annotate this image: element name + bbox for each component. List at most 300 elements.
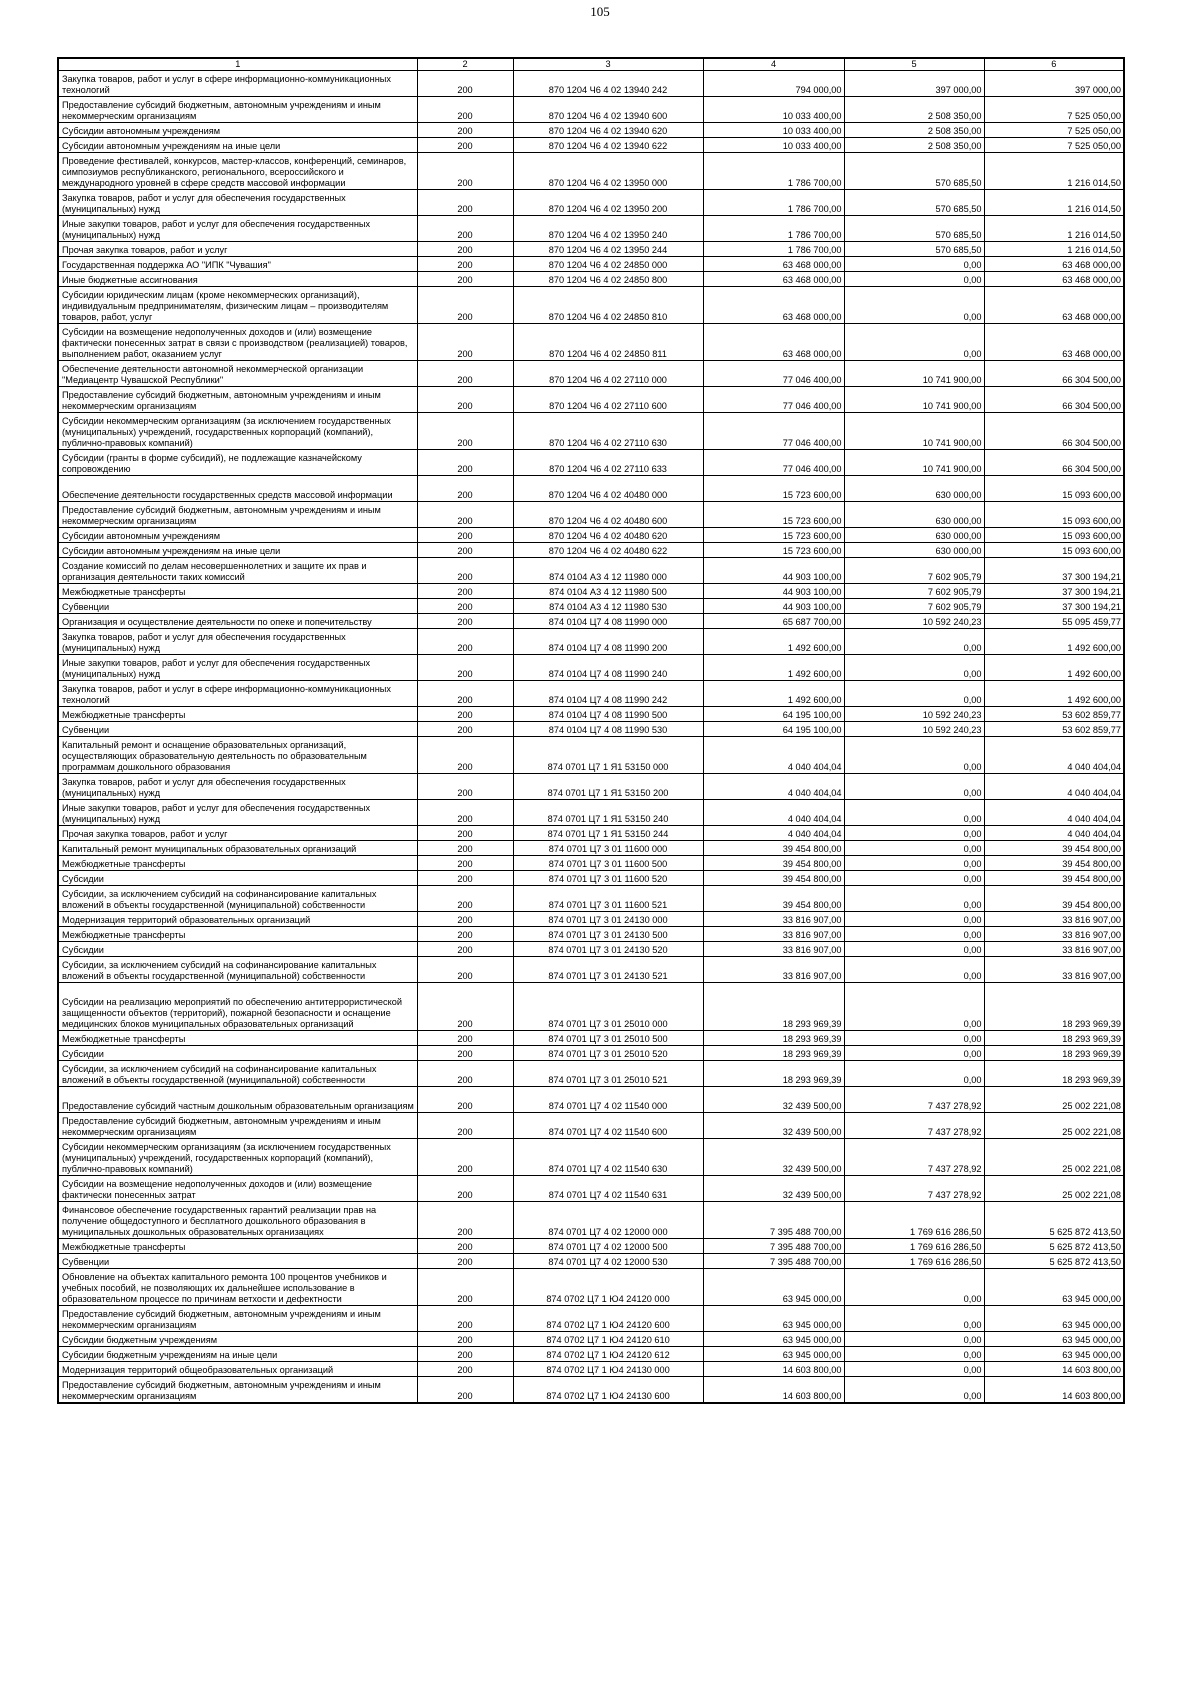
row-classification-code-cell: 874 0104 А3 4 12 11980 000 xyxy=(513,558,703,584)
row-name-cell: Субсидии автономным учреждениям на иные цели xyxy=(58,543,417,558)
table-row xyxy=(58,983,1124,1031)
table-row xyxy=(58,272,1124,287)
row-name-cell: Субвенции xyxy=(58,722,417,737)
row-amount-remaining-cell: 39 454 800,00 xyxy=(984,871,1124,886)
row-section-cell: 200 xyxy=(417,1377,513,1404)
page-number: 105 xyxy=(590,4,610,19)
row-amount-executed-cell: 0,00 xyxy=(844,927,984,942)
row-section-cell: 200 xyxy=(417,1046,513,1061)
row-section-cell: 200 xyxy=(417,216,513,242)
row-section-cell: 200 xyxy=(417,1269,513,1306)
row-amount-executed-cell: 0,00 xyxy=(844,841,984,856)
row-section-cell: 200 xyxy=(417,71,513,97)
row-name-cell: Субсидии xyxy=(58,871,417,886)
table-row xyxy=(58,476,1124,502)
row-amount-remaining-cell: 1 492 600,00 xyxy=(984,629,1124,655)
row-amount-total-cell: 18 293 969,39 xyxy=(703,983,844,1031)
row-classification-code-cell: 870 1204 Ч6 4 02 24850 811 xyxy=(513,324,703,361)
row-classification-code-cell: 874 0104 Ц7 4 08 11990 530 xyxy=(513,722,703,737)
table-row xyxy=(58,722,1124,737)
row-amount-executed-cell: 570 685,50 xyxy=(844,190,984,216)
row-amount-executed-cell: 0,00 xyxy=(844,737,984,774)
budget-table xyxy=(57,57,1125,1404)
row-amount-total-cell: 1 786 700,00 xyxy=(703,216,844,242)
row-section-cell: 200 xyxy=(417,942,513,957)
table-row xyxy=(58,655,1124,681)
table-row xyxy=(58,287,1124,324)
row-amount-total-cell: 64 195 100,00 xyxy=(703,707,844,722)
table-row xyxy=(58,629,1124,655)
row-section-cell: 200 xyxy=(417,558,513,584)
row-classification-code-cell: 874 0104 Ц7 4 08 11990 000 xyxy=(513,614,703,629)
row-amount-executed-cell: 10 592 240,23 xyxy=(844,614,984,629)
row-classification-code-cell: 874 0702 Ц7 1 Ю4 24120 000 xyxy=(513,1269,703,1306)
row-amount-total-cell: 32 439 500,00 xyxy=(703,1176,844,1202)
row-amount-executed-cell: 10 741 900,00 xyxy=(844,361,984,387)
row-amount-remaining-cell: 1 492 600,00 xyxy=(984,681,1124,707)
table-row xyxy=(58,97,1124,123)
table-row xyxy=(58,737,1124,774)
column-header: 3 xyxy=(513,58,703,71)
row-amount-executed-cell: 0,00 xyxy=(844,257,984,272)
row-amount-remaining-cell: 4 040 404,04 xyxy=(984,737,1124,774)
row-amount-remaining-cell: 63 468 000,00 xyxy=(984,257,1124,272)
row-amount-remaining-cell: 63 945 000,00 xyxy=(984,1269,1124,1306)
row-name-cell: Субсидии xyxy=(58,1046,417,1061)
row-amount-remaining-cell: 18 293 969,39 xyxy=(984,1061,1124,1087)
table-row xyxy=(58,856,1124,871)
row-amount-remaining-cell: 7 525 050,00 xyxy=(984,97,1124,123)
row-name-cell: Предоставление субсидий бюджетным, автономным учреждениям и иным некоммерческим организациям xyxy=(58,387,417,413)
row-amount-remaining-cell: 15 093 600,00 xyxy=(984,528,1124,543)
row-section-cell: 200 xyxy=(417,800,513,826)
row-classification-code-cell: 870 1204 Ч6 4 02 13950 244 xyxy=(513,242,703,257)
row-section-cell: 200 xyxy=(417,287,513,324)
row-amount-remaining-cell: 1 216 014,50 xyxy=(984,242,1124,257)
row-classification-code-cell: 870 1204 Ч6 4 02 40480 622 xyxy=(513,543,703,558)
row-name-cell: Обеспечение деятельности государственных средств массовой информации xyxy=(58,476,417,502)
row-section-cell: 200 xyxy=(417,543,513,558)
row-amount-remaining-cell: 7 525 050,00 xyxy=(984,123,1124,138)
row-classification-code-cell: 870 1204 Ч6 4 02 27110 600 xyxy=(513,387,703,413)
column-header: 6 xyxy=(984,58,1124,71)
row-amount-total-cell: 1 492 600,00 xyxy=(703,629,844,655)
row-section-cell: 200 xyxy=(417,153,513,190)
row-amount-executed-cell: 630 000,00 xyxy=(844,543,984,558)
row-amount-total-cell: 33 816 907,00 xyxy=(703,942,844,957)
table-row xyxy=(58,912,1124,927)
row-name-cell: Межбюджетные трансферты xyxy=(58,584,417,599)
table-row xyxy=(58,871,1124,886)
row-amount-total-cell: 10 033 400,00 xyxy=(703,97,844,123)
row-section-cell: 200 xyxy=(417,1239,513,1254)
row-name-cell: Субвенции xyxy=(58,599,417,614)
row-amount-executed-cell: 0,00 xyxy=(844,681,984,707)
row-classification-code-cell: 874 0701 Ц7 3 01 24130 520 xyxy=(513,942,703,957)
row-classification-code-cell: 870 1204 Ч6 4 02 27110 633 xyxy=(513,450,703,476)
row-amount-remaining-cell: 53 602 859,77 xyxy=(984,722,1124,737)
row-classification-code-cell: 874 0104 А3 4 12 11980 530 xyxy=(513,599,703,614)
row-classification-code-cell: 874 0104 Ц7 4 08 11990 500 xyxy=(513,707,703,722)
row-amount-total-cell: 15 723 600,00 xyxy=(703,528,844,543)
row-amount-total-cell: 32 439 500,00 xyxy=(703,1139,844,1176)
row-amount-total-cell: 44 903 100,00 xyxy=(703,584,844,599)
row-name-cell: Субсидии (гранты в форме субсидий), не подлежащие казначейскому сопровождению xyxy=(58,450,417,476)
table-row xyxy=(58,1332,1124,1347)
row-amount-executed-cell: 10 592 240,23 xyxy=(844,707,984,722)
row-amount-remaining-cell: 66 304 500,00 xyxy=(984,361,1124,387)
row-section-cell: 200 xyxy=(417,1332,513,1347)
row-amount-executed-cell: 570 685,50 xyxy=(844,216,984,242)
row-name-cell: Межбюджетные трансферты xyxy=(58,1031,417,1046)
row-name-cell: Межбюджетные трансферты xyxy=(58,856,417,871)
row-section-cell: 200 xyxy=(417,361,513,387)
row-amount-remaining-cell: 1 492 600,00 xyxy=(984,655,1124,681)
row-name-cell: Предоставление субсидий частным дошкольным образовательным организациям xyxy=(58,1087,417,1113)
row-name-cell: Проведение фестивалей, конкурсов, мастер-классов, конференций, семинаров, симпозиумов республиканского, регионального, всероссийского и международного уровней в сфере средств массовой информации xyxy=(58,153,417,190)
row-name-cell: Субсидии xyxy=(58,942,417,957)
table-row xyxy=(58,361,1124,387)
row-amount-executed-cell: 1 769 616 286,50 xyxy=(844,1202,984,1239)
row-amount-executed-cell: 397 000,00 xyxy=(844,71,984,97)
row-amount-remaining-cell: 1 216 014,50 xyxy=(984,190,1124,216)
row-section-cell: 200 xyxy=(417,1139,513,1176)
row-amount-total-cell: 14 603 800,00 xyxy=(703,1362,844,1377)
row-amount-executed-cell: 0,00 xyxy=(844,655,984,681)
row-amount-remaining-cell: 15 093 600,00 xyxy=(984,476,1124,502)
row-amount-total-cell: 15 723 600,00 xyxy=(703,476,844,502)
row-amount-total-cell: 39 454 800,00 xyxy=(703,886,844,912)
row-name-cell: Государственная поддержка АО "ИПК "Чувашия" xyxy=(58,257,417,272)
row-classification-code-cell: 874 0104 Ц7 4 08 11990 240 xyxy=(513,655,703,681)
table-row xyxy=(58,138,1124,153)
row-classification-code-cell: 870 1204 Ч6 4 02 13950 200 xyxy=(513,190,703,216)
row-name-cell: Капитальный ремонт и оснащение образовательных организаций, осуществляющих образовательную деятельность по образовательным программам дошкольного образования xyxy=(58,737,417,774)
table-row xyxy=(58,1031,1124,1046)
row-name-cell: Модернизация территорий образовательных организаций xyxy=(58,912,417,927)
table-row xyxy=(58,71,1124,97)
table-row xyxy=(58,1362,1124,1377)
row-classification-code-cell: 874 0702 Ц7 1 Ю4 24120 610 xyxy=(513,1332,703,1347)
row-section-cell: 200 xyxy=(417,856,513,871)
row-amount-total-cell: 63 945 000,00 xyxy=(703,1269,844,1306)
row-classification-code-cell: 874 0702 Ц7 1 Ю4 24120 612 xyxy=(513,1347,703,1362)
row-amount-executed-cell: 0,00 xyxy=(844,800,984,826)
row-section-cell: 200 xyxy=(417,257,513,272)
row-section-cell: 200 xyxy=(417,1254,513,1269)
row-section-cell: 200 xyxy=(417,927,513,942)
table-row xyxy=(58,599,1124,614)
row-amount-executed-cell: 0,00 xyxy=(844,1332,984,1347)
row-amount-total-cell: 39 454 800,00 xyxy=(703,871,844,886)
row-name-cell: Субсидии некоммерческим организациям (за исключением государственных (муниципальных) учреждений, государственных корпораций (компаний), публично-правовых компаний) xyxy=(58,413,417,450)
row-name-cell: Модернизация территорий общеобразовательных организаций xyxy=(58,1362,417,1377)
row-amount-executed-cell: 7 602 905,79 xyxy=(844,558,984,584)
table-header xyxy=(58,58,1124,71)
table-row xyxy=(58,1239,1124,1254)
table-row xyxy=(58,826,1124,841)
table-body xyxy=(58,71,1124,1404)
row-amount-executed-cell: 0,00 xyxy=(844,272,984,287)
row-classification-code-cell: 870 1204 Ч6 4 02 24850 000 xyxy=(513,257,703,272)
table-row xyxy=(58,927,1124,942)
row-classification-code-cell: 870 1204 Ч6 4 02 13940 242 xyxy=(513,71,703,97)
row-amount-executed-cell: 0,00 xyxy=(844,774,984,800)
table-row xyxy=(58,242,1124,257)
row-amount-total-cell: 1 492 600,00 xyxy=(703,655,844,681)
row-amount-executed-cell: 7 437 278,92 xyxy=(844,1087,984,1113)
row-amount-total-cell: 1 786 700,00 xyxy=(703,190,844,216)
row-amount-remaining-cell: 15 093 600,00 xyxy=(984,543,1124,558)
row-amount-executed-cell: 0,00 xyxy=(844,629,984,655)
row-amount-executed-cell: 630 000,00 xyxy=(844,528,984,543)
row-amount-executed-cell: 570 685,50 xyxy=(844,153,984,190)
table-row xyxy=(58,841,1124,856)
row-amount-executed-cell: 0,00 xyxy=(844,856,984,871)
row-amount-total-cell: 18 293 969,39 xyxy=(703,1031,844,1046)
row-amount-executed-cell: 570 685,50 xyxy=(844,242,984,257)
row-section-cell: 200 xyxy=(417,599,513,614)
row-amount-executed-cell: 0,00 xyxy=(844,1269,984,1306)
table-row xyxy=(58,528,1124,543)
table-row xyxy=(58,800,1124,826)
row-name-cell: Предоставление субсидий бюджетным, автономным учреждениям и иным некоммерческим организациям xyxy=(58,1306,417,1332)
row-amount-total-cell: 4 040 404,04 xyxy=(703,737,844,774)
row-amount-total-cell: 10 033 400,00 xyxy=(703,123,844,138)
row-amount-total-cell: 39 454 800,00 xyxy=(703,856,844,871)
row-amount-total-cell: 39 454 800,00 xyxy=(703,841,844,856)
row-amount-remaining-cell: 14 603 800,00 xyxy=(984,1377,1124,1404)
row-amount-total-cell: 1 492 600,00 xyxy=(703,681,844,707)
row-classification-code-cell: 874 0104 А3 4 12 11980 500 xyxy=(513,584,703,599)
column-header: 1 xyxy=(58,58,417,71)
row-amount-remaining-cell: 397 000,00 xyxy=(984,71,1124,97)
row-section-cell: 200 xyxy=(417,826,513,841)
table-row xyxy=(58,324,1124,361)
row-section-cell: 200 xyxy=(417,886,513,912)
row-name-cell: Субвенции xyxy=(58,1254,417,1269)
table-row xyxy=(58,1087,1124,1113)
table-row xyxy=(58,216,1124,242)
table-row xyxy=(58,413,1124,450)
row-name-cell: Субсидии бюджетным учреждениям xyxy=(58,1332,417,1347)
table-row xyxy=(58,123,1124,138)
row-amount-remaining-cell: 15 093 600,00 xyxy=(984,502,1124,528)
row-classification-code-cell: 870 1204 Ч6 4 02 13950 240 xyxy=(513,216,703,242)
row-amount-total-cell: 4 040 404,04 xyxy=(703,826,844,841)
row-amount-remaining-cell: 39 454 800,00 xyxy=(984,886,1124,912)
row-classification-code-cell: 870 1204 Ч6 4 02 13940 600 xyxy=(513,97,703,123)
row-amount-executed-cell: 0,00 xyxy=(844,1046,984,1061)
table-row xyxy=(58,257,1124,272)
row-section-cell: 200 xyxy=(417,387,513,413)
row-name-cell: Субсидии на возмещение недополученных доходов и (или) возмещение фактически понесенных затрат в связи с производством (реализацией) товаров, выполнением работ, оказанием услуг xyxy=(58,324,417,361)
row-classification-code-cell: 874 0104 Ц7 4 08 11990 242 xyxy=(513,681,703,707)
row-classification-code-cell: 870 1204 Ч6 4 02 24850 810 xyxy=(513,287,703,324)
row-amount-total-cell: 33 816 907,00 xyxy=(703,957,844,983)
row-amount-remaining-cell: 63 468 000,00 xyxy=(984,324,1124,361)
row-amount-total-cell: 7 395 488 700,00 xyxy=(703,1202,844,1239)
row-classification-code-cell: 870 1204 Ч6 4 02 27110 630 xyxy=(513,413,703,450)
table-row xyxy=(58,558,1124,584)
table-row xyxy=(58,1347,1124,1362)
table-row xyxy=(58,1046,1124,1061)
row-name-cell: Субсидии, за исключением субсидий на софинансирование капитальных вложений в объекты государственной (муниципальной) собственности xyxy=(58,886,417,912)
row-amount-executed-cell: 10 741 900,00 xyxy=(844,413,984,450)
row-amount-remaining-cell: 66 304 500,00 xyxy=(984,450,1124,476)
row-name-cell: Иные бюджетные ассигнования xyxy=(58,272,417,287)
row-amount-remaining-cell: 7 525 050,00 xyxy=(984,138,1124,153)
table-row xyxy=(58,957,1124,983)
row-name-cell: Создание комиссий по делам несовершеннолетних и защите их прав и организация деятельности таких комиссий xyxy=(58,558,417,584)
row-amount-executed-cell: 10 592 240,23 xyxy=(844,722,984,737)
row-amount-executed-cell: 7 602 905,79 xyxy=(844,584,984,599)
row-classification-code-cell: 874 0701 Ц7 4 02 11540 000 xyxy=(513,1087,703,1113)
row-amount-total-cell: 77 046 400,00 xyxy=(703,413,844,450)
table-row xyxy=(58,543,1124,558)
row-name-cell: Предоставление субсидий бюджетным, автономным учреждениям и иным некоммерческим организациям xyxy=(58,97,417,123)
row-amount-total-cell: 15 723 600,00 xyxy=(703,502,844,528)
row-classification-code-cell: 874 0104 Ц7 4 08 11990 200 xyxy=(513,629,703,655)
row-section-cell: 200 xyxy=(417,629,513,655)
row-amount-remaining-cell: 63 945 000,00 xyxy=(984,1306,1124,1332)
row-name-cell: Финансовое обеспечение государственных гарантий реализации прав на получение общедоступного и бесплатного дошкольного образования в муниципальных дошкольных образовательных организациях xyxy=(58,1202,417,1239)
table-row xyxy=(58,707,1124,722)
column-header: 4 xyxy=(703,58,844,71)
row-amount-executed-cell: 0,00 xyxy=(844,983,984,1031)
row-amount-executed-cell: 0,00 xyxy=(844,1306,984,1332)
row-amount-executed-cell: 0,00 xyxy=(844,1362,984,1377)
row-section-cell: 200 xyxy=(417,584,513,599)
row-classification-code-cell: 870 1204 Ч6 4 02 13950 000 xyxy=(513,153,703,190)
row-amount-total-cell: 44 903 100,00 xyxy=(703,599,844,614)
row-amount-total-cell: 7 395 488 700,00 xyxy=(703,1254,844,1269)
row-classification-code-cell: 874 0701 Ц7 1 Я1 53150 200 xyxy=(513,774,703,800)
row-amount-remaining-cell: 5 625 872 413,50 xyxy=(984,1239,1124,1254)
row-amount-total-cell: 63 468 000,00 xyxy=(703,272,844,287)
row-amount-remaining-cell: 1 216 014,50 xyxy=(984,153,1124,190)
row-amount-executed-cell: 0,00 xyxy=(844,1031,984,1046)
row-classification-code-cell: 874 0701 Ц7 1 Я1 53150 240 xyxy=(513,800,703,826)
row-name-cell: Закупка товаров, работ и услуг для обеспечения государственных (муниципальных) нужд xyxy=(58,629,417,655)
row-classification-code-cell: 874 0701 Ц7 3 01 11600 520 xyxy=(513,871,703,886)
row-section-cell: 200 xyxy=(417,1176,513,1202)
row-amount-remaining-cell: 33 816 907,00 xyxy=(984,927,1124,942)
row-amount-total-cell: 32 439 500,00 xyxy=(703,1087,844,1113)
row-section-cell: 200 xyxy=(417,871,513,886)
row-section-cell: 200 xyxy=(417,681,513,707)
row-amount-executed-cell: 0,00 xyxy=(844,886,984,912)
row-section-cell: 200 xyxy=(417,774,513,800)
row-section-cell: 200 xyxy=(417,722,513,737)
row-classification-code-cell: 874 0701 Ц7 3 01 11600 500 xyxy=(513,856,703,871)
row-section-cell: 200 xyxy=(417,707,513,722)
table-row xyxy=(58,1306,1124,1332)
row-amount-remaining-cell: 63 945 000,00 xyxy=(984,1332,1124,1347)
row-classification-code-cell: 874 0701 Ц7 3 01 25010 520 xyxy=(513,1046,703,1061)
row-classification-code-cell: 874 0702 Ц7 1 Ю4 24130 000 xyxy=(513,1362,703,1377)
row-name-cell: Капитальный ремонт муниципальных образовательных организаций xyxy=(58,841,417,856)
row-section-cell: 200 xyxy=(417,655,513,681)
row-name-cell: Субсидии бюджетным учреждениям на иные цели xyxy=(58,1347,417,1362)
row-amount-executed-cell: 7 437 278,92 xyxy=(844,1176,984,1202)
table-row xyxy=(58,153,1124,190)
row-section-cell: 200 xyxy=(417,242,513,257)
row-amount-executed-cell: 7 437 278,92 xyxy=(844,1113,984,1139)
row-classification-code-cell: 874 0702 Ц7 1 Ю4 24130 600 xyxy=(513,1377,703,1404)
row-section-cell: 200 xyxy=(417,1061,513,1087)
row-amount-remaining-cell: 66 304 500,00 xyxy=(984,413,1124,450)
row-section-cell: 200 xyxy=(417,123,513,138)
row-amount-total-cell: 77 046 400,00 xyxy=(703,450,844,476)
row-amount-total-cell: 1 786 700,00 xyxy=(703,153,844,190)
row-classification-code-cell: 874 0701 Ц7 3 01 24130 500 xyxy=(513,927,703,942)
row-classification-code-cell: 874 0701 Ц7 4 02 12000 530 xyxy=(513,1254,703,1269)
row-amount-remaining-cell: 4 040 404,04 xyxy=(984,774,1124,800)
row-classification-code-cell: 870 1204 Ч6 4 02 40480 000 xyxy=(513,476,703,502)
row-amount-total-cell: 77 046 400,00 xyxy=(703,361,844,387)
row-section-cell: 200 xyxy=(417,1087,513,1113)
row-amount-remaining-cell: 33 816 907,00 xyxy=(984,912,1124,927)
table-row xyxy=(58,1377,1124,1404)
row-name-cell: Предоставление субсидий бюджетным, автономным учреждениям и иным некоммерческим организациям xyxy=(58,1377,417,1404)
row-amount-remaining-cell: 37 300 194,21 xyxy=(984,584,1124,599)
table-row xyxy=(58,502,1124,528)
row-amount-total-cell: 63 945 000,00 xyxy=(703,1306,844,1332)
row-amount-total-cell: 7 395 488 700,00 xyxy=(703,1239,844,1254)
row-amount-executed-cell: 0,00 xyxy=(844,324,984,361)
row-name-cell: Иные закупки товаров, работ и услуг для обеспечения государственных (муниципальных) нужд xyxy=(58,800,417,826)
row-classification-code-cell: 870 1204 Ч6 4 02 40480 600 xyxy=(513,502,703,528)
row-section-cell: 200 xyxy=(417,737,513,774)
row-amount-executed-cell: 0,00 xyxy=(844,1347,984,1362)
row-amount-remaining-cell: 4 040 404,04 xyxy=(984,826,1124,841)
row-amount-remaining-cell: 18 293 969,39 xyxy=(984,1046,1124,1061)
table-row xyxy=(58,190,1124,216)
row-classification-code-cell: 870 1204 Ч6 4 02 27110 000 xyxy=(513,361,703,387)
row-name-cell: Иные закупки товаров, работ и услуг для обеспечения государственных (муниципальных) нужд xyxy=(58,216,417,242)
row-amount-executed-cell: 0,00 xyxy=(844,942,984,957)
row-classification-code-cell: 870 1204 Ч6 4 02 13940 620 xyxy=(513,123,703,138)
row-amount-executed-cell: 7 602 905,79 xyxy=(844,599,984,614)
row-section-cell: 200 xyxy=(417,1306,513,1332)
row-amount-remaining-cell: 14 603 800,00 xyxy=(984,1362,1124,1377)
row-classification-code-cell: 874 0701 Ц7 4 02 12000 000 xyxy=(513,1202,703,1239)
row-name-cell: Межбюджетные трансферты xyxy=(58,927,417,942)
row-amount-remaining-cell: 5 625 872 413,50 xyxy=(984,1254,1124,1269)
table-row xyxy=(58,387,1124,413)
row-amount-executed-cell: 0,00 xyxy=(844,912,984,927)
row-section-cell: 200 xyxy=(417,97,513,123)
row-amount-total-cell: 63 945 000,00 xyxy=(703,1347,844,1362)
row-amount-total-cell: 77 046 400,00 xyxy=(703,387,844,413)
row-amount-total-cell: 63 468 000,00 xyxy=(703,287,844,324)
row-amount-executed-cell: 7 437 278,92 xyxy=(844,1139,984,1176)
row-name-cell: Субсидии, за исключением субсидий на софинансирование капитальных вложений в объекты государственной (муниципальной) собственности xyxy=(58,957,417,983)
row-name-cell: Субсидии автономным учреждениям xyxy=(58,528,417,543)
row-section-cell: 200 xyxy=(417,138,513,153)
row-amount-remaining-cell: 18 293 969,39 xyxy=(984,983,1124,1031)
row-classification-code-cell: 874 0701 Ц7 4 02 11540 600 xyxy=(513,1113,703,1139)
row-section-cell: 200 xyxy=(417,1202,513,1239)
row-amount-remaining-cell: 53 602 859,77 xyxy=(984,707,1124,722)
row-amount-executed-cell: 0,00 xyxy=(844,871,984,886)
row-amount-remaining-cell: 55 095 459,77 xyxy=(984,614,1124,629)
table-row xyxy=(58,1176,1124,1202)
row-amount-remaining-cell: 33 816 907,00 xyxy=(984,942,1124,957)
row-amount-executed-cell: 1 769 616 286,50 xyxy=(844,1239,984,1254)
row-amount-total-cell: 18 293 969,39 xyxy=(703,1046,844,1061)
